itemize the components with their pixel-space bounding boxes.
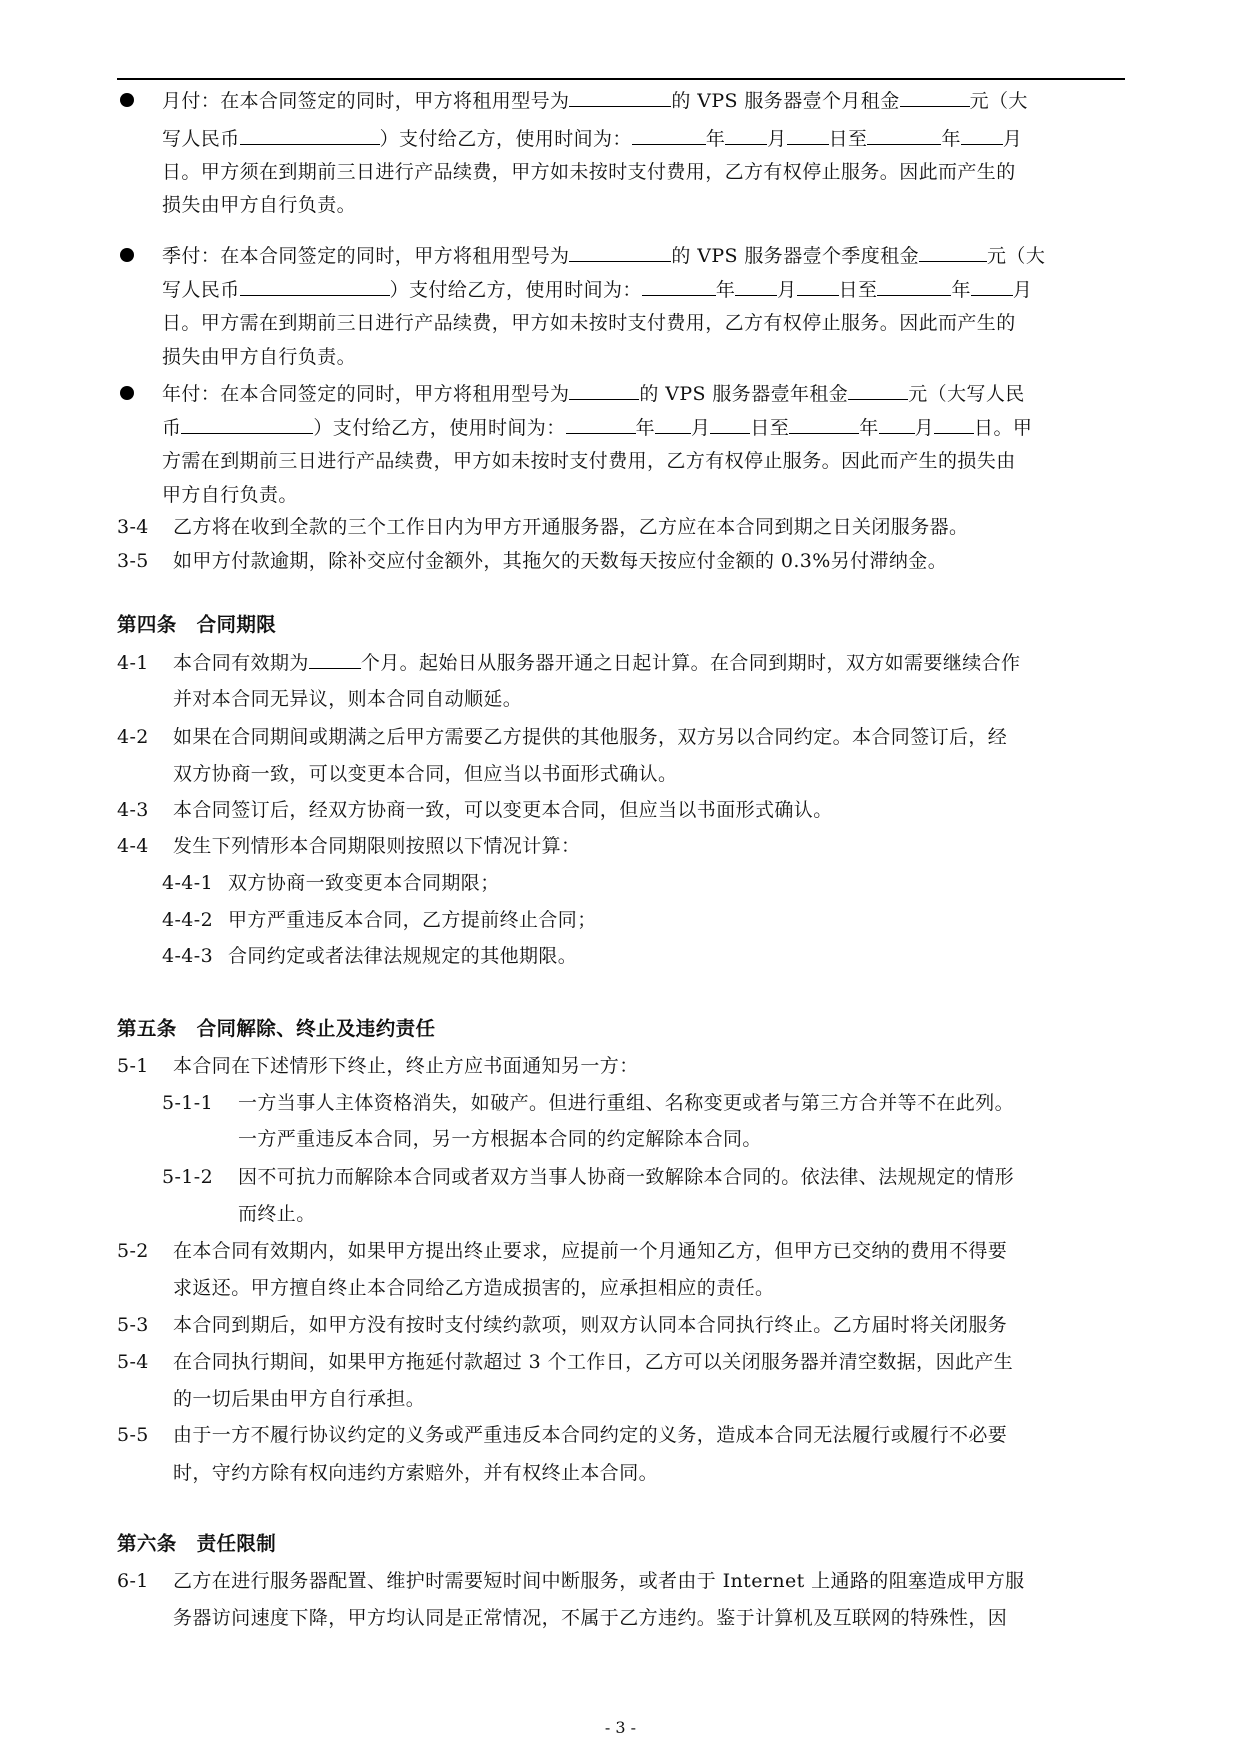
start-month-blank[interactable]	[735, 278, 777, 296]
bullet-icon	[120, 386, 134, 400]
clause-3-4: 3-4 乙方将在收到全款的三个工作日内为甲方开通服务器，乙方应在本合同到期之日关闭服务器。	[117, 516, 969, 538]
yearly-line-2: 币 ）支付给乙方，使用时间为： 年 月 日至 年 月 日。甲	[162, 417, 1033, 439]
monthly-line-3: 日。甲方须在到期前三日进行产品续费，甲方如未按时支付费用，乙方有权停止服务。因此而产生的	[162, 161, 1016, 183]
clause-5-5: 5-5 由于一方不履行协议约定的义务或严重违反本合同约定的义务，造成本合同无法履行或履行不必要	[117, 1424, 1008, 1446]
quarterly-line-1: 季付：在本合同签定的同时，甲方将租用型号为 的 VPS 服务器壹个季度租金 元（大	[162, 245, 1046, 267]
start-year-blank[interactable]	[566, 416, 636, 434]
start-day-blank[interactable]	[787, 127, 829, 145]
yearly-line-1: 年付：在本合同签定的同时，甲方将租用型号为 的 VPS 服务器壹年租金 元（大写人民	[162, 383, 1025, 405]
article-4-title: 第四条 合同期限	[117, 613, 277, 636]
clause-5-2-cont: 求返还。甲方擅自终止本合同给乙方造成损害的，应承担相应的责任。	[173, 1277, 775, 1299]
rmb-amount-blank[interactable]	[181, 416, 313, 434]
clause-6-1: 6-1 乙方在进行服务器配置、维护时需要短时间中断服务，或者由于 Internet 上通路的阻塞造成甲方服	[117, 1570, 1025, 1592]
start-month-blank[interactable]	[725, 127, 767, 145]
monthly-line-1: 月付：在本合同签定的同时，甲方将租用型号为 的 VPS 服务器壹个月租金 元（大	[162, 90, 1028, 112]
end-year-blank[interactable]	[789, 416, 859, 434]
clause-4-2: 4-2 如果在合同期间或期满之后甲方需要乙方提供的其他服务，双方另以合同约定。本合同签订后，经	[117, 726, 1008, 748]
rent-amount-blank[interactable]	[848, 382, 908, 400]
bullet-icon	[120, 248, 134, 262]
clause-5-1-2: 5-1-2 因不可抗力而解除本合同或者双方当事人协商一致解除本合同的。依法律、法规规定的情形	[162, 1166, 1015, 1188]
clause-4-4-1: 4-4-1 双方协商一致变更本合同期限；	[162, 872, 500, 894]
bullet-icon	[120, 93, 134, 107]
article-6-title: 第六条 责任限制	[117, 1532, 277, 1555]
clause-3-5: 3-5 如甲方付款逾期，除补交应付金额外，其拖欠的天数每天按应付金额的 0.3%另付滞纳金。	[117, 550, 948, 572]
monthly-line-2: 写人民币 ）支付给乙方，使用时间为： 年 月 日至 年 月	[162, 128, 1023, 150]
end-year-blank[interactable]	[877, 278, 951, 296]
clause-5-2: 5-2 在本合同有效期内，如果甲方提出终止要求，应提前一个月通知乙方，但甲方已交纳的费用不得要	[117, 1240, 1008, 1262]
model-blank[interactable]	[569, 382, 639, 400]
rmb-amount-blank[interactable]	[240, 278, 390, 296]
monthly-line-4: 损失由甲方自行负责。	[162, 194, 357, 216]
clause-5-5-cont: 时，守约方除有权向违约方索赔外，并有权终止本合同。	[173, 1462, 659, 1484]
clause-4-4: 4-4 发生下列情形本合同期限则按照以下情况计算：	[117, 835, 581, 857]
model-blank[interactable]	[569, 89, 671, 107]
clause-5-3: 5-3 本合同到期后，如甲方没有按时支付续约款项，则双方认同本合同执行终止。乙方届时将关闭服务	[117, 1314, 1008, 1336]
end-month-blank[interactable]	[971, 278, 1013, 296]
yearly-line-4: 甲方自行负责。	[162, 484, 298, 506]
clause-5-1-1-cont: 一方严重违反本合同，另一方根据本合同的约定解除本合同。	[238, 1128, 762, 1150]
clause-4-1: 4-1 本合同有效期为 个月。起始日从服务器开通之日起计算。在合同到期时，双方如需要继续合作	[117, 652, 1021, 674]
quarterly-line-3: 日。甲方需在到期前三日进行产品续费，甲方如未按时支付费用，乙方有权停止服务。因此而产生的	[162, 312, 1016, 334]
clause-4-3: 4-3 本合同签订后，经双方协商一致，可以变更本合同，但应当以书面形式确认。	[117, 799, 833, 821]
end-day-blank[interactable]	[934, 416, 974, 434]
yearly-line-3: 方需在到期前三日进行产品续费，甲方如未按时支付费用，乙方有权停止服务。因此而产生的损失由	[162, 450, 1016, 472]
clause-6-1-cont: 务器访问速度下降，甲方均认同是正常情况，不属于乙方违约。鉴于计算机及互联网的特殊性，因	[173, 1607, 1008, 1629]
header-rule	[117, 78, 1125, 80]
end-month-blank[interactable]	[961, 127, 1003, 145]
rmb-amount-blank[interactable]	[240, 127, 380, 145]
quarterly-line-4: 损失由甲方自行负责。	[162, 346, 357, 368]
clause-4-4-2: 4-4-2 甲方严重违反本合同，乙方提前终止合同；	[162, 909, 597, 931]
start-year-blank[interactable]	[642, 278, 716, 296]
clause-4-1-cont: 并对本合同无异议，则本合同自动顺延。	[173, 688, 523, 710]
model-blank[interactable]	[569, 244, 671, 262]
clause-5-1: 5-1 本合同在下述情形下终止，终止方应书面通知另一方：	[117, 1055, 639, 1077]
clause-5-4-cont: 的一切后果由甲方自行承担。	[173, 1388, 426, 1410]
end-month-blank[interactable]	[879, 416, 915, 434]
start-day-blank[interactable]	[797, 278, 839, 296]
article-5-title: 第五条 合同解除、终止及违约责任	[117, 1017, 436, 1040]
rent-amount-blank[interactable]	[919, 244, 987, 262]
clause-4-4-3: 4-4-3 合同约定或者法律法规规定的其他期限。	[162, 945, 578, 967]
clause-5-4: 5-4 在合同执行期间，如果甲方拖延付款超过 3 个工作日，乙方可以关闭服务器并清空数据，因此产生	[117, 1351, 1014, 1373]
start-year-blank[interactable]	[632, 127, 706, 145]
clause-4-2-cont: 双方协商一致，可以变更本合同，但应当以书面形式确认。	[173, 763, 678, 785]
clause-5-1-2-cont: 而终止。	[238, 1203, 316, 1225]
quarterly-line-2: 写人民币 ）支付给乙方，使用时间为： 年 月 日至 年 月	[162, 279, 1033, 301]
term-months-blank[interactable]	[309, 651, 361, 669]
end-year-blank[interactable]	[867, 127, 941, 145]
rent-amount-blank[interactable]	[900, 89, 970, 107]
start-month-blank[interactable]	[655, 416, 691, 434]
start-day-blank[interactable]	[710, 416, 750, 434]
page-number: - 3 -	[604, 1718, 637, 1737]
clause-5-1-1: 5-1-1 一方当事人主体资格消失，如破产。但进行重组、名称变更或者与第三方合并等不在此列。	[162, 1092, 1015, 1114]
